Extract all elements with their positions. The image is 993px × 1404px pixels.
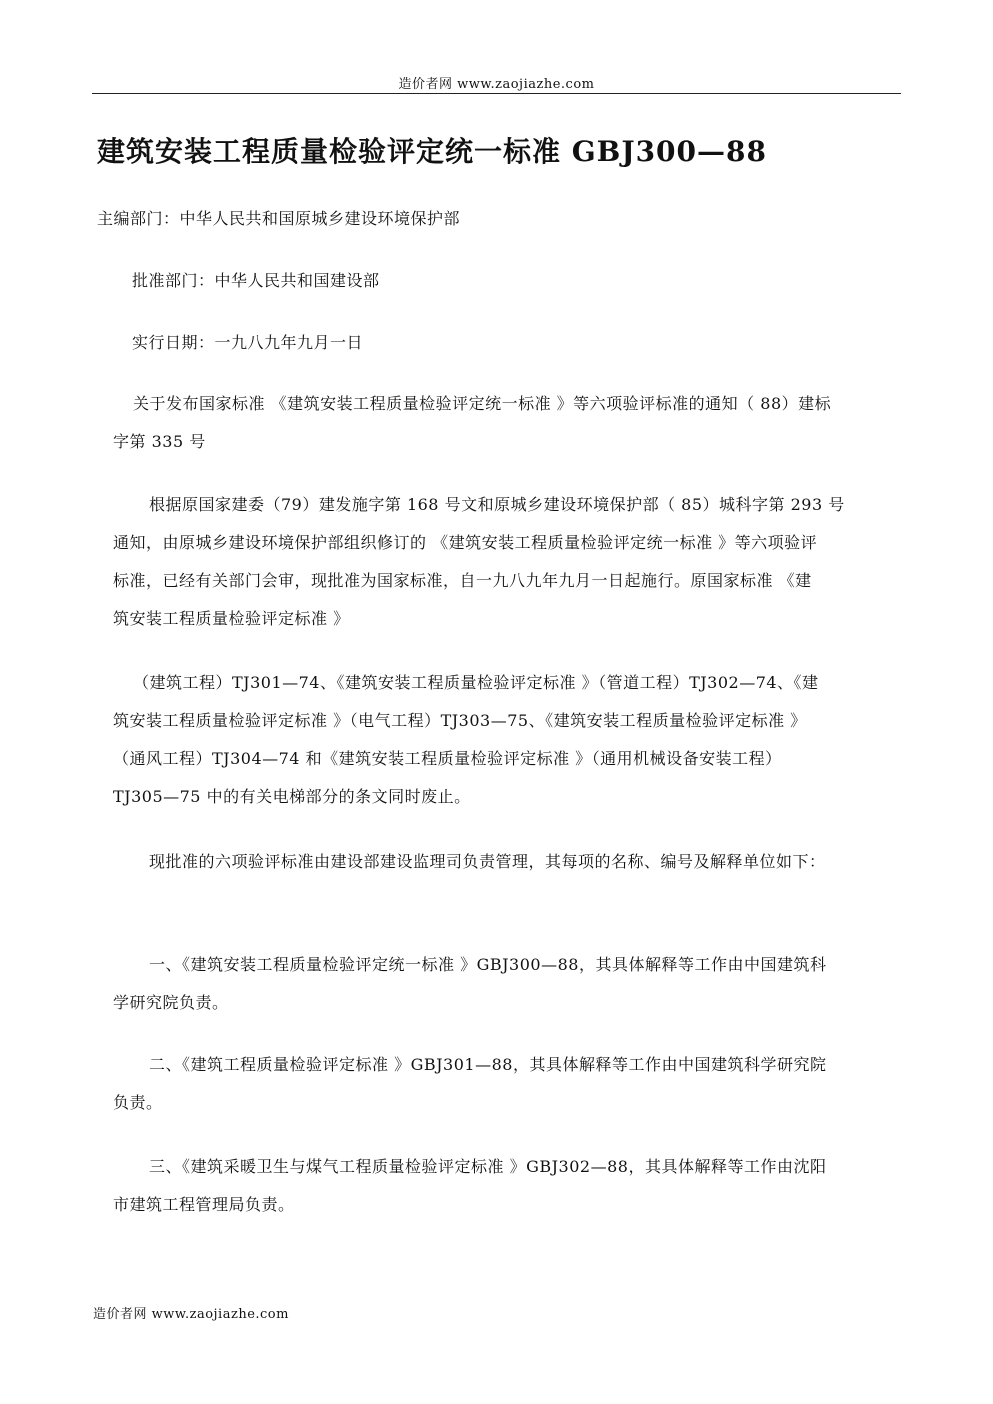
list-item-1 [113, 946, 826, 1022]
para2-line-1: （建筑工程）TJ301—74、《建筑安装工程质量检验评定标准 》（管道工程）TJ302—74、《建 [133, 673, 819, 692]
para1-line-3: 标准，已经有关部门会审，现批准为国家标准，自一九八九年九月一日起施行。原国家标准 《建 [113, 571, 812, 590]
item2-line-2: 负责。 [113, 1093, 163, 1112]
list-item-2 [113, 1046, 826, 1122]
para3-line-1: 现批准的六项验评标准由建设部建设监理司负责管理，其每项的名称、编号及解释单位如下： [149, 852, 826, 871]
body-paragraph-3 [149, 843, 826, 881]
item3-line-2: 市建筑工程管理局负责。 [113, 1195, 295, 1214]
page-header: 造价者网 www.zaojiazhe.com [398, 77, 595, 92]
para1-line-1: 根据原国家建委（79）建发施字第 168 号文和原城乡建设环境保护部（ 85）城科字第 293 号 [149, 495, 845, 514]
page-footer: 造价者网 www.zaojiazhe.com [93, 1307, 289, 1322]
body-paragraph-2 [113, 664, 819, 816]
item1-line-2: 学研究院负责。 [113, 993, 229, 1012]
list-item-3 [113, 1148, 826, 1224]
item1-line-1: 一、《建筑安装工程质量检验评定统一标准 》GBJ300—88，其具体解释等工作由中国建筑科 [149, 955, 827, 974]
notice-line-1: 关于发布国家标准 《建筑安装工程质量检验评定统一标准 》等六项验评标准的通知（ 88）建标 [133, 394, 832, 413]
editor-line: 主编部门：中华人民共和国原城乡建设环境保护部 [97, 209, 461, 228]
item3-line-1: 三、《建筑采暖卫生与煤气工程质量检验评定标准 》GBJ302—88，其具体解释等工作由沈阳 [149, 1157, 827, 1176]
body-paragraph-1 [113, 486, 845, 638]
notice-paragraph [113, 385, 831, 461]
para1-line-4: 筑安装工程质量检验评定标准 》 [113, 609, 350, 628]
notice-line-2: 字第 335 号 [113, 432, 206, 451]
document-title: 建筑安装工程质量检验评定统一标准 GBJ300—88 [97, 135, 767, 168]
effective-date-line: 实行日期：一九八九年九月一日 [132, 333, 364, 352]
para2-line-3: （通风工程）TJ304—74 和《建筑安装工程质量检验评定标准 》（通用机械设备安装工程） [113, 749, 782, 768]
para2-line-4: TJ305—75 中的有关电梯部分的条文同时废止。 [113, 787, 471, 806]
para1-line-2: 通知，由原城乡建设环境保护部组织修订的 《建筑安装工程质量检验评定统一标准 》等六项验评 [113, 533, 818, 552]
item2-line-1: 二、《建筑工程质量检验评定标准 》GBJ301—88，其具体解释等工作由中国建筑科学研究院 [149, 1055, 827, 1074]
para2-line-2: 筑安装工程质量检验评定标准 》（电气工程）TJ303—75、《建筑安装工程质量检验评定标准 》 [113, 711, 807, 730]
header-divider [92, 93, 901, 94]
approver-line: 批准部门：中华人民共和国建设部 [132, 271, 380, 290]
